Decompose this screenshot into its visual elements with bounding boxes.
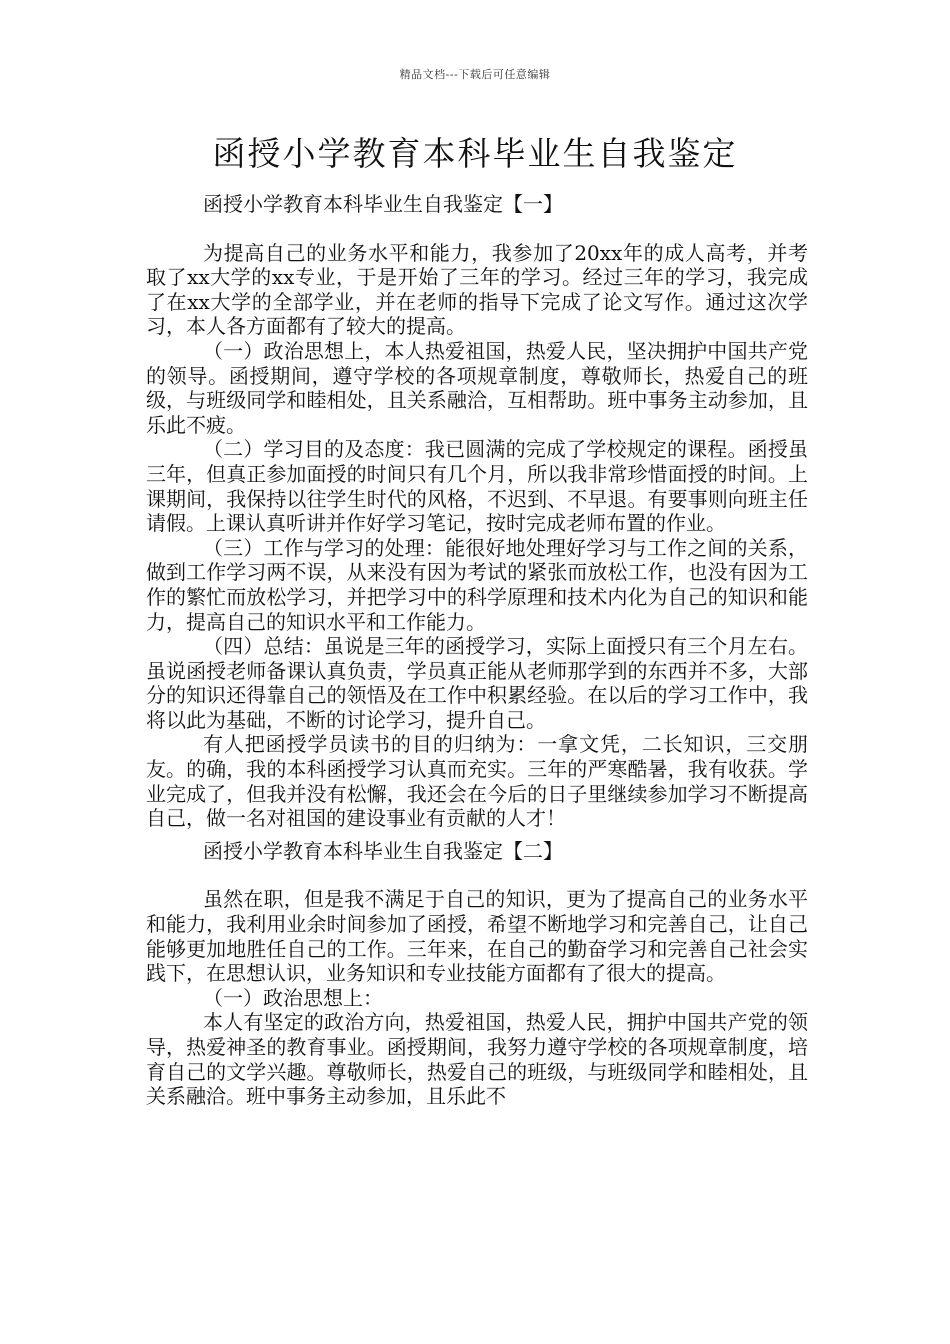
document-title: 函授小学教育本科毕业生自我鉴定 bbox=[212, 134, 738, 173]
paragraph: （一）政治思想上，本人热爱祖国，热爱人民，坚决拥护中国共产党的领导。函授期间，遵守学校的各项规章制度，尊敬师长，热爱自己的班级，与班级同学和睦相处，且关系融洽，互相帮助。班中事务主动参加，且乐此不疲。 bbox=[146, 338, 808, 437]
section-heading-1: 函授小学教育本科毕业生自我鉴定【一】 bbox=[203, 192, 563, 216]
paragraph: 虽然在职，但是我不满足于自己的知识，更为了提高自己的业务水平和能力，我利用业余时间参加了函授，希望不断地学习和完善自己，让自己能够更加地胜任自己的工作。三年来，在自己的勤奋学习和完善自己社会实践下，在思想认识，业务知识和专业技能方面都有了很大的提高。 bbox=[146, 887, 808, 986]
section-heading-2: 函授小学教育本科毕业生自我鉴定【二】 bbox=[203, 838, 563, 863]
subsection-label: （一）政治思想上： bbox=[203, 985, 383, 1010]
paragraph: 有人把函授学员读书的目的归纳为：一拿文凭，二长知识，三交朋友。的确，我的本科函授学习认真而充实。三年的严寒酷暑，我有收获。学业完成了，但我并没有松懈，我还会在今后的日子里继续参加学习不断提高自己，做一名对祖国的建设事业有贡献的人才！ bbox=[146, 732, 808, 831]
paragraph: （二）学习目的及态度：我已圆满的完成了学校规定的课程。函授虽三年，但真正参加面授的时间只有几个月，所以我非常珍惜面授的时间。上课期间，我保持以往学生时代的风格，不迟到、不早退。有要事则向班主任请假。上课认真听讲并作好学习笔记，按时完成老师布置的作业。 bbox=[146, 437, 808, 536]
paragraph: （三）工作与学习的处理：能很好地处理好学习与工作之间的关系，做到工作学习两不误，从来没有因为考试的紧张而放松工作，也没有因为工作的繁忙而放松学习，并把学习中的科学原理和技术内化为自己的知识和能力，提高自己的知识水平和工作能力。 bbox=[146, 535, 808, 634]
header-note: 精品文档---下载后可任意编辑 bbox=[399, 68, 551, 81]
paragraph: 本人有坚定的政治方向，热爱祖国，热爱人民，拥护中国共产党的领导，热爱神圣的教育事业。函授期间，我努力遵守学校的各项规章制度，培育自己的文学兴趣。尊敬师长，热爱自己的班级，与班级同学和睦相处，且关系融洽。班中事务主动参加，且乐此不 bbox=[146, 1010, 808, 1109]
paragraph: 为提高自己的业务水平和能力，我参加了20xx年的成人高考，并考取了xx大学的xx专业，于是开始了三年的学习。经过三年的学习，我完成了在xx大学的全部学业，并在老师的指导下完成了论文写作。通过这次学习，本人各方面都有了较大的提高。 bbox=[146, 240, 808, 339]
paragraph: （四）总结：虽说是三年的函授学习，实际上面授只有三个月左右。虽说函授老师备课认真负责，学员真正能从老师那学到的东西并不多，大部分的知识还得靠自己的领悟及在工作中积累经验。在以后的学习工作中，我将以此为基础，不断的讨论学习，提升自己。 bbox=[146, 634, 808, 732]
document-body bbox=[146, 192, 808, 1109]
